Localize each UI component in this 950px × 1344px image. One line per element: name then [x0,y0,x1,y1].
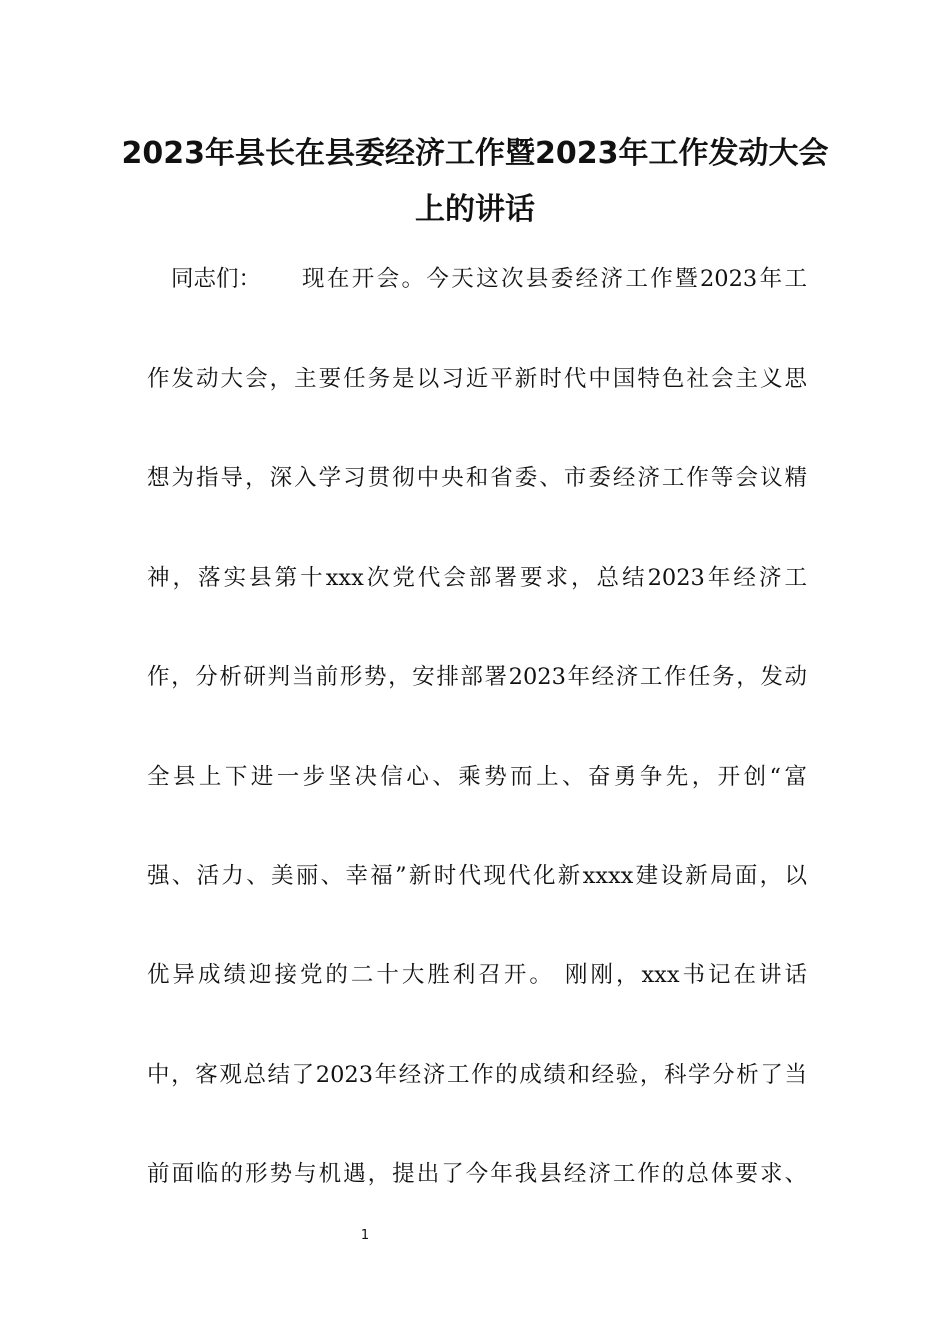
document-title-line-2: 上的讲话 [415,192,535,227]
paragraph-line-0: 现在开会。今天这次县委经济工作暨2023年工 [302,266,807,292]
paragraph-line: 优异成绩迎接党的二十大胜利召开。 刚刚，xxx书记在讲话 [147,962,807,988]
paragraph-line: 神，落实县第十xxx次党代会部署要求，总结2023年经济工 [147,565,807,591]
paragraph-line: 中，客观总结了2023年经济工作的成绩和经验，科学分析了当 [147,1062,807,1088]
page-number: 1 [360,1228,370,1243]
paragraph-line: 作发动大会，主要任务是以习近平新时代中国特色社会主义思 [147,366,807,392]
paragraph-line: 全县上下进一步坚决信心、乘势而上、奋勇争先，开创“富 [147,764,807,790]
paragraph-line: 想为指导，深入学习贯彻中央和省委、市委经济工作等会议精 [147,465,807,491]
paragraph-line: 前面临的形势与机遇，提出了今年我县经济工作的总体要求、 [147,1161,807,1187]
document-title-line-1: 2023年县长在县委经济工作暨2023年工作发动大会 [121,136,829,171]
paragraph-first-line [147,259,807,299]
paragraph-line: 强、活力、美丽、幸福”新时代现代化新xxxx建设新局面，以 [147,863,807,889]
greeting: 同志们： [171,266,262,292]
paragraph-line: 作，分析研判当前形势，安排部署2023年经济工作任务，发动 [147,664,807,690]
